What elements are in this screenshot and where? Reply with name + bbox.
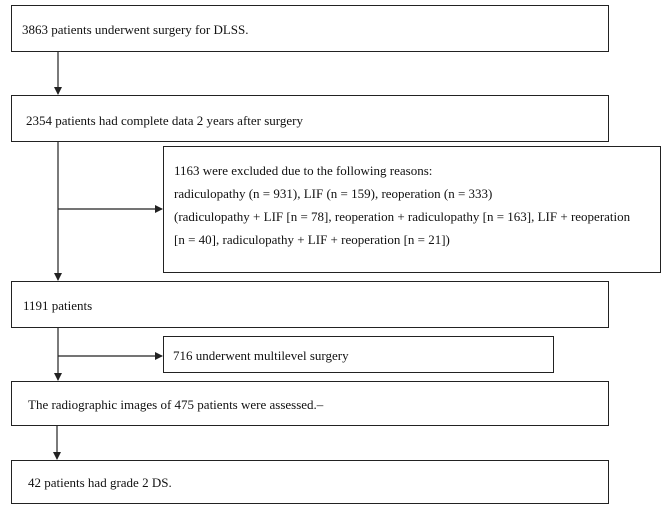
step-initial-text: 3863 patients underwent surgery for DLSS.	[22, 22, 249, 37]
exclusion-1-box	[163, 146, 661, 273]
exclusion-1-line-2: radiculopathy (n = 931), LIF (n = 159), reoperation (n = 333)	[174, 186, 493, 201]
step-initial-box	[11, 5, 609, 52]
step-complete-data-box	[11, 95, 609, 142]
step-final-text: 42 patients had grade 2 DS.	[28, 475, 172, 490]
step-final-box	[11, 460, 609, 504]
step-complete-data-text: 2354 patients had complete data 2 years after surgery	[26, 113, 303, 128]
exclusion-2-text: 716 underwent multilevel surgery	[173, 348, 349, 363]
step-assessed-box	[11, 381, 609, 426]
step-assessed-text: The radiographic images of 475 patients were assessed.–	[28, 397, 324, 412]
exclusion-1-line-1: 1163 were excluded due to the following reasons:	[174, 163, 433, 178]
step-after-exclusion-box	[11, 281, 609, 328]
step-after-exclusion-text: 1191 patients	[23, 298, 93, 313]
exclusion-1-line-3: (radiculopathy + LIF [n = 78], reoperation + radiculopathy [n = 163], LIF + reoperation	[174, 209, 631, 224]
exclusion-2-box	[163, 336, 554, 373]
exclusion-1-text	[174, 159, 630, 251]
exclusion-1-line-4: [n = 40], radiculopathy + LIF + reoperation [n = 21])	[174, 232, 450, 247]
